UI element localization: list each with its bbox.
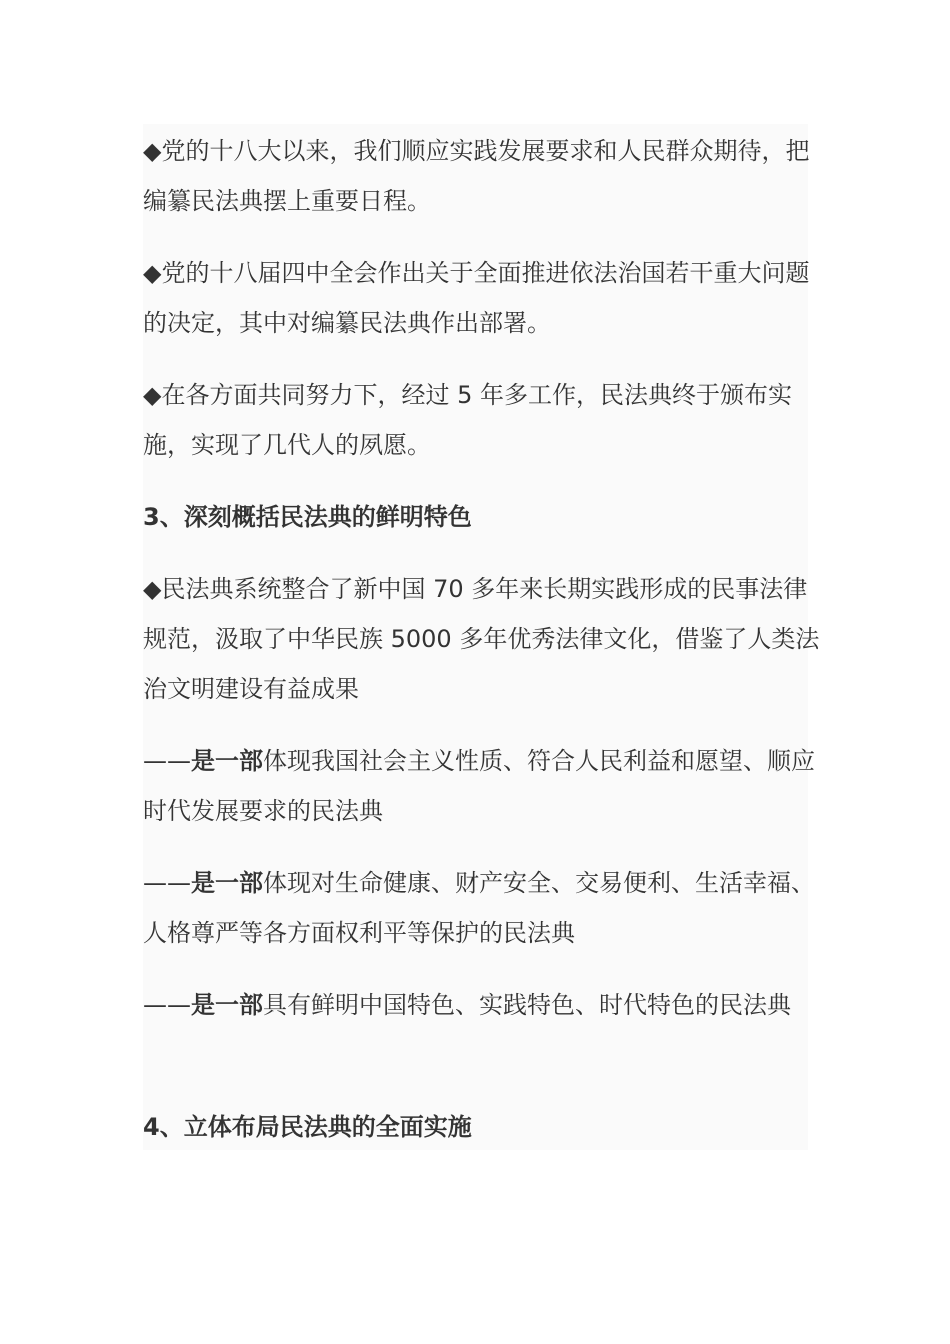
- paragraph-five-years-work: ◆在各方面共同努力下，经过 5 年多工作，民法典终于颁布实施，实现了几代人的夙愿。: [143, 381, 792, 459]
- section-heading-3: 3、深刻概括民法典的鲜明特色: [143, 503, 472, 531]
- paragraph-integration: ◆民法典系统整合了新中国 70 多年来长期实践形成的民事法律规范，汲取了中华民族 5000 多年优秀法律文化，借鉴了人类法治文明建设有益成果: [143, 575, 820, 703]
- dash-prefix: ——: [143, 747, 191, 775]
- paragraph-equal-protection: [143, 858, 823, 958]
- paragraph-text: 体现我国社会主义性质、符合人民利益和愿望、顺应时代发展要求的民法典: [143, 747, 815, 825]
- paragraph-socialist-nature: [143, 736, 823, 836]
- paragraph-party-18th-congress: ◆党的十八大以来，我们顺应实践发展要求和人民群众期待，把编纂民法典摆上重要日程。: [143, 137, 810, 215]
- paragraph-text: 体现对生命健康、财产安全、交易便利、生活幸福、人格尊严等各方面权利平等保护的民法典: [143, 869, 815, 947]
- dash-prefix: ——: [143, 991, 191, 1019]
- paragraph-fourth-plenary: ◆党的十八届四中全会作出关于全面推进依法治国若干重大问题的决定，其中对编纂民法典作出部署。: [143, 259, 810, 337]
- paragraph-chinese-characteristics: [143, 980, 823, 1030]
- bold-lead: 是一部: [191, 747, 263, 775]
- bold-lead: 是一部: [191, 991, 263, 1019]
- section-heading-4: 4、立体布局民法典的全面实施: [143, 1113, 472, 1141]
- dash-prefix: ——: [143, 869, 191, 897]
- bold-lead: 是一部: [191, 869, 263, 897]
- paragraph-text: 具有鲜明中国特色、实践特色、时代特色的民法典: [263, 991, 791, 1019]
